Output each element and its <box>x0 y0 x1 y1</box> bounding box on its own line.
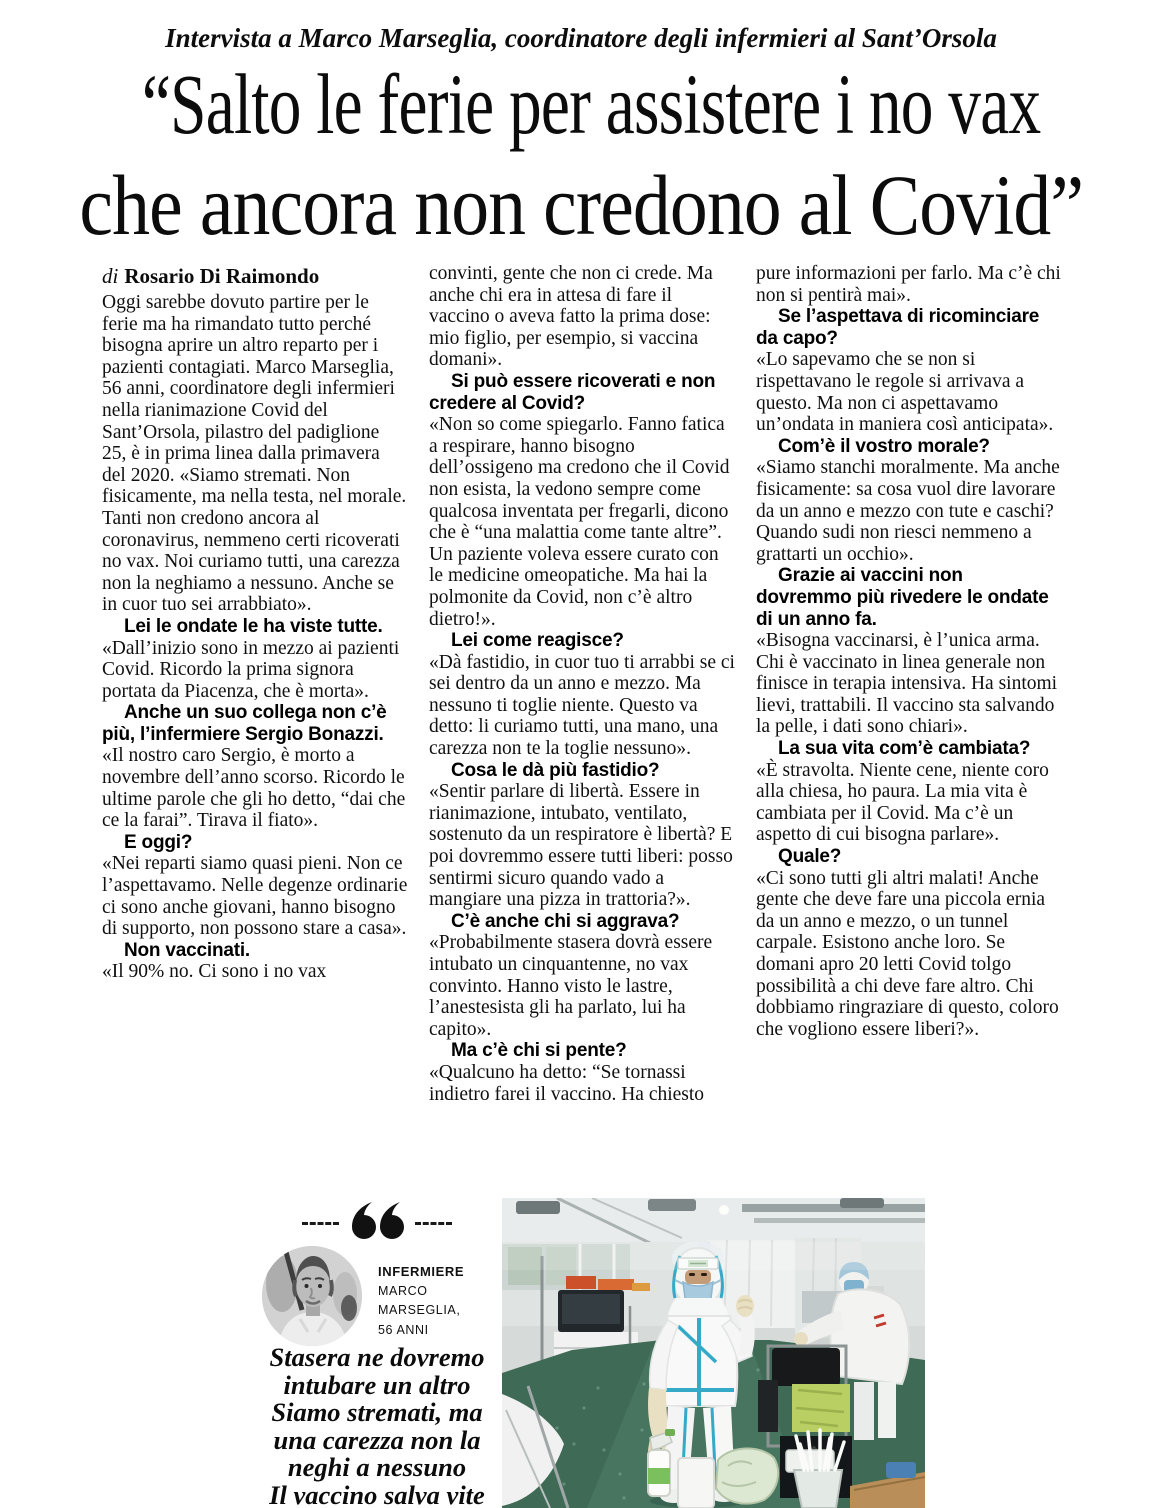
interview-question: Anche un suo collega non c’è più, l’infermiere Sergio Bonazzi. <box>102 702 387 745</box>
article-column-3 <box>756 263 1062 1040</box>
article-paragraph: Oggi sarebbe dovuto partire per le ferie ma ha rimandato tutto perché bisogna aprire un altro reparto per i pazienti contagiati. Marco Marseglia, 56 anni, coordinatore degli infermieri nella rianimazione Covid del Sant’Orsola, pilastro del padiglione 25, è in prima linea dalla primavera del 2020. «Siamo stremati. Non fisicamente, ma nella testa, nel morale. Tanti non credono ancora al coronavirus, nemmeno certi ricoverati no vax. Noi curiamo tutti, una carezza non la neghiamo a nessuno. Anche se in cuor tuo sei arrabbiato». <box>102 292 407 616</box>
quote-dash-right <box>415 1222 452 1225</box>
article-paragraph: «Nei reparti siamo quasi pieni. Non ce l’aspettavamo. Nelle degenze ordinarie ci sono anche giovani, hanno bisogno di supporto, non possono stare a casa». <box>102 853 408 940</box>
article-paragraph: «Lo sapevamo che se non si rispettavano le regole si arrivava a questo. Ma non ci aspettavamo un’ondata in maniera così anticipata». <box>756 349 1054 436</box>
pull-quote-line: Il vaccino salva vite <box>269 1479 485 1508</box>
article-column-2 <box>429 263 735 1105</box>
article-paragraph: «Il nostro caro Sergio, è morto a novembre dell’anno scorso. Ricordo le ultime parole che gli ho detto, “dai che ce la farai”. Tirava il fiato». <box>102 745 406 832</box>
pull-quote-line: intubare un altro <box>283 1369 471 1400</box>
article-paragraph: «Sentir parlare di libertà. Essere in rianimazione, intubato, ventilato, sostenuto da un respiratore è libertà? E poi dovremmo essere tutti liberi: posso sentirmi sicuro quando vado a mangiare una pizza in trattoria?». <box>429 781 733 911</box>
interview-question: Com’è il vostro morale? <box>778 435 990 457</box>
interview-question: Si può essere ricoverati e non credere al Covid? <box>429 370 716 414</box>
pull-quote-line: una carezza non la <box>273 1424 481 1455</box>
article-paragraph: «Probabilmente stasera dovrà essere intubato un cinquantenne, no vax convinto. Hanno visto le lastre, l’anestesista gli ha parlato, lui ha capito». <box>429 932 713 1040</box>
caption-role: INFERMIERE <box>378 1264 465 1279</box>
article-paragraph: pure informazioni per farlo. Ma c’è chi non si pentirà mai». <box>756 263 1061 306</box>
hospital-photo <box>502 1198 925 1508</box>
headline <box>0 54 1162 256</box>
quote-mark-row <box>252 1202 502 1244</box>
article-column-1 <box>102 263 408 983</box>
article-paragraph: «Non so come spiegarlo. Fanno fatica a respirare, hanno bisogno dell’ossigeno ma credono che il Covid non esista, la vedono sempre come qualcosa inventata per fregarli, dicono che è “una malattia come tante altre”. Un paziente voleva essere curato con le medicine omeopatiche. Ma hai la polmonite da Covid, non c’è altro dietro!». <box>429 414 730 630</box>
double-quote-icon <box>348 1200 406 1247</box>
byline-prefix: di <box>102 264 119 288</box>
article-paragraph: «È stravolta. Niente cene, niente coro alla chiesa, ho paura. La mia vita è cambiata per il Covid. Ma c’è un aspetto di cui bisogna parlare». <box>756 759 1049 846</box>
interview-question: E oggi? <box>124 831 193 853</box>
article-paragraph: «Siamo stanchi moralmente. Ma anche fisicamente: sa cosa vuol dire lavorare da un anno e mezzo con tute e caschi? Quando sudi non riesci nemmeno a grattarti un occhio». <box>756 457 1060 565</box>
article-paragraph: «Qualcuno ha detto: “Se tornassi indietro farei il vaccino. Ha chiesto <box>429 1061 705 1105</box>
caption-name-line: MARCO <box>378 1283 428 1298</box>
interview-question: Non vaccinati. <box>124 939 251 961</box>
article-paragraph: «Dà fastidio, in cuor tuo ti arrabbi se ci sei dentro da un anno e mezzo. Ma nessuno ti toglie niente. Questo va detto: li curiamo tutti, una mano, una carezza non te la toglie nessuno». <box>429 651 735 760</box>
kicker: Intervista a Marco Marseglia, coordinatore degli infermieri al Sant’Orsola <box>165 23 997 53</box>
pull-quote-line: Siamo stremati, ma <box>271 1397 483 1427</box>
caption-name-line: MARSEGLIA, <box>378 1303 461 1317</box>
interview-question: C’è anche chi si aggrava? <box>451 910 680 932</box>
article-paragraph: «Ci sono tutti gli altri malati! Anche gente che deve fare una piccola ernia da un anno e mezzo, o un tunnel carpale. Esistono anche loro. Se domani apro 20 letti Covid tolgo possibilità a chi deve fare altro. Chi dobbiamo ringraziare di questo, coloro che vogliono essere liberi?». <box>756 867 1059 1040</box>
portrait-photo <box>262 1246 362 1346</box>
interview-question: Se l’aspettava di ricominciare da capo? <box>756 306 1040 349</box>
quote-dash-left <box>302 1222 339 1225</box>
article-paragraph: «Il 90% no. Ci sono i no vax <box>102 961 327 983</box>
article-paragraph: «Bisogna vaccinarsi, è l’unica arma. Chi è vaccinato in linea generale non finisce in terapia intensiva. Ha sintomi lievi, trattabili. Il vaccino sta salvando la pelle, i dati sono chiari». <box>756 630 1058 738</box>
headline-line-1: “Salto le ferie per assistere i no vax <box>141 56 1041 152</box>
pull-quote-box <box>252 1202 502 1508</box>
interview-question: La sua vita com’è cambiata? <box>778 738 1031 760</box>
headline-line-2: che ancora non credono al Covid” <box>79 157 1083 253</box>
interview-question: Ma c’è chi si pente? <box>451 1040 627 1062</box>
pull-quote-text <box>238 1344 516 1508</box>
article-paragraph: «Dall’inizio sono in mezzo ai pazienti Covid. Ricordo la prima signora portata da Piacenza, che è morta». <box>102 637 400 702</box>
interview-question: Quale? <box>778 846 842 868</box>
article-paragraph: convinti, gente che non ci crede. Ma anche chi era in attesa di fare il vaccino o aveva fatto la prima dose: mio figlio, per esempio, si vaccina domani». <box>429 263 713 371</box>
interview-question: Lei come reagisce? <box>451 630 624 652</box>
portrait-caption <box>378 1262 464 1340</box>
pull-quote-line: neghi a nessuno <box>287 1452 467 1482</box>
byline <box>102 263 408 289</box>
pull-quote-line: Stasera ne dovremo <box>269 1342 485 1372</box>
byline-author: Rosario Di Raimondo <box>124 264 320 288</box>
caption-name-line: 56 ANNI <box>378 1322 429 1337</box>
interview-question: Cosa le dà più fastidio? <box>451 759 660 781</box>
interview-question: Lei le ondate le ha viste tutte. <box>124 615 383 637</box>
interview-question: Grazie ai vaccini non dovremmo più rivedere le ondate di un anno fa. <box>756 565 1049 630</box>
